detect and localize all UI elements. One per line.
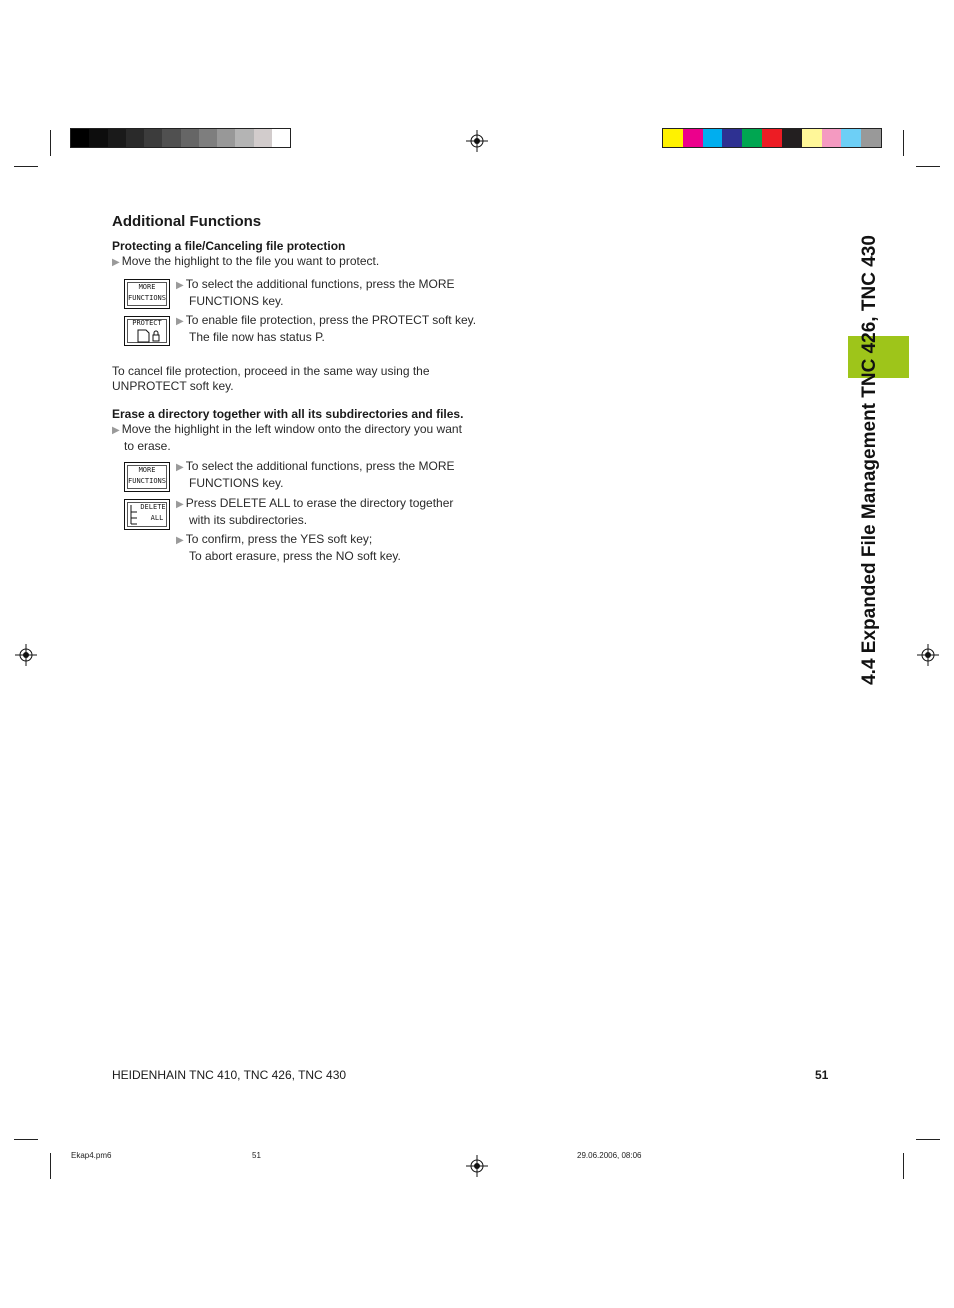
arrow-right-icon: ▶ bbox=[176, 280, 184, 291]
crop-mark bbox=[50, 130, 51, 156]
page-number: 51 bbox=[815, 1068, 829, 1082]
erase-step-1: ▶ Move the highlight in the left window onto the directory you want to erase. bbox=[112, 422, 462, 453]
protect-heading: Protecting a file/Canceling file protection bbox=[112, 239, 346, 253]
gray-swatch bbox=[126, 129, 144, 147]
crop-mark bbox=[50, 1153, 51, 1179]
registration-mark-icon bbox=[15, 644, 37, 666]
slug-page: 51 bbox=[252, 1151, 261, 1160]
softkey-label: DELETE bbox=[140, 503, 166, 511]
gray-swatch bbox=[272, 129, 290, 147]
softkey-label: ALL bbox=[150, 514, 164, 522]
arrow-right-icon: ▶ bbox=[176, 462, 184, 473]
more-functions-softkey[interactable] bbox=[124, 279, 170, 309]
color-swatch bbox=[722, 129, 742, 147]
protect-step-2: ▶ To select the additional functions, press the MORE FUNCTIONS key. bbox=[176, 277, 455, 308]
crop-mark bbox=[916, 166, 940, 167]
file-lock-icon bbox=[137, 329, 161, 343]
registration-mark-icon bbox=[466, 1155, 488, 1177]
softkey-label: MORE bbox=[138, 283, 156, 291]
color-swatch bbox=[742, 129, 762, 147]
color-bar bbox=[662, 128, 882, 148]
gray-swatch bbox=[235, 129, 253, 147]
gray-swatch bbox=[162, 129, 180, 147]
erase-heading: Erase a directory together with all its subdirectories and files. bbox=[112, 407, 464, 421]
chapter-title-text: 4.4 Expanded File Management TNC 426, TNC 430 bbox=[859, 235, 880, 685]
gray-swatch bbox=[144, 129, 162, 147]
color-swatch bbox=[841, 129, 861, 147]
arrow-right-icon: ▶ bbox=[112, 425, 120, 436]
protect-step-3: ▶ To enable file protection, press the PROTECT soft key. The file now has status P. bbox=[176, 313, 477, 344]
section-title: Additional Functions bbox=[112, 213, 262, 230]
protect-softkey[interactable] bbox=[124, 316, 170, 346]
gray-swatch bbox=[181, 129, 199, 147]
erase-step-2: ▶ To select the additional functions, press the MORE FUNCTIONS key. bbox=[176, 459, 455, 490]
registration-mark-icon bbox=[917, 644, 939, 666]
softkey-label: MORE bbox=[138, 466, 156, 474]
color-swatch bbox=[822, 129, 842, 147]
erase-step-4: ▶ To confirm, press the YES soft key; To abort erasure, press the NO soft key. bbox=[176, 532, 401, 563]
gray-swatch bbox=[71, 129, 89, 147]
more-functions-softkey[interactable] bbox=[124, 462, 170, 492]
gray-swatch bbox=[199, 129, 217, 147]
arrow-right-icon: ▶ bbox=[176, 535, 184, 546]
registration-mark-icon bbox=[466, 130, 488, 152]
protect-step-1: ▶ Move the highlight to the file you want to protect. bbox=[112, 254, 380, 268]
color-swatch bbox=[762, 129, 782, 147]
erase-step-3: ▶ Press DELETE ALL to erase the directory together with its subdirectories. bbox=[176, 496, 454, 527]
slug-file: Ekap4.pm6 bbox=[71, 1151, 112, 1160]
crop-mark bbox=[14, 1139, 38, 1140]
color-swatch bbox=[861, 129, 881, 147]
softkey-label: FUNCTIONS bbox=[128, 294, 166, 302]
gray-swatch bbox=[108, 129, 126, 147]
color-swatch bbox=[683, 129, 703, 147]
color-swatch bbox=[703, 129, 723, 147]
color-swatch bbox=[663, 129, 683, 147]
color-swatch bbox=[802, 129, 822, 147]
softkey-label: FUNCTIONS bbox=[128, 477, 166, 485]
cancel-protection-text: To cancel file protection, proceed in the same way using the UNPROTECT soft key. bbox=[112, 364, 430, 393]
crop-mark bbox=[903, 1153, 904, 1179]
softkey-label: PROTECT bbox=[132, 319, 162, 327]
gray-swatch bbox=[89, 129, 107, 147]
arrow-right-icon: ▶ bbox=[176, 316, 184, 327]
gray-swatch bbox=[217, 129, 235, 147]
delete-all-softkey[interactable] bbox=[124, 499, 170, 530]
arrow-right-icon: ▶ bbox=[176, 499, 184, 510]
gray-scale-bar bbox=[70, 128, 291, 148]
slug-date: 29.06.2006, 08:06 bbox=[577, 1151, 642, 1160]
crop-mark bbox=[903, 130, 904, 156]
arrow-right-icon: ▶ bbox=[112, 257, 120, 268]
gray-swatch bbox=[254, 129, 272, 147]
crop-mark bbox=[916, 1139, 940, 1140]
footer-product: HEIDENHAIN TNC 410, TNC 426, TNC 430 bbox=[112, 1068, 347, 1082]
color-swatch bbox=[782, 129, 802, 147]
chapter-title-vertical bbox=[848, 210, 892, 710]
crop-mark bbox=[14, 166, 38, 167]
